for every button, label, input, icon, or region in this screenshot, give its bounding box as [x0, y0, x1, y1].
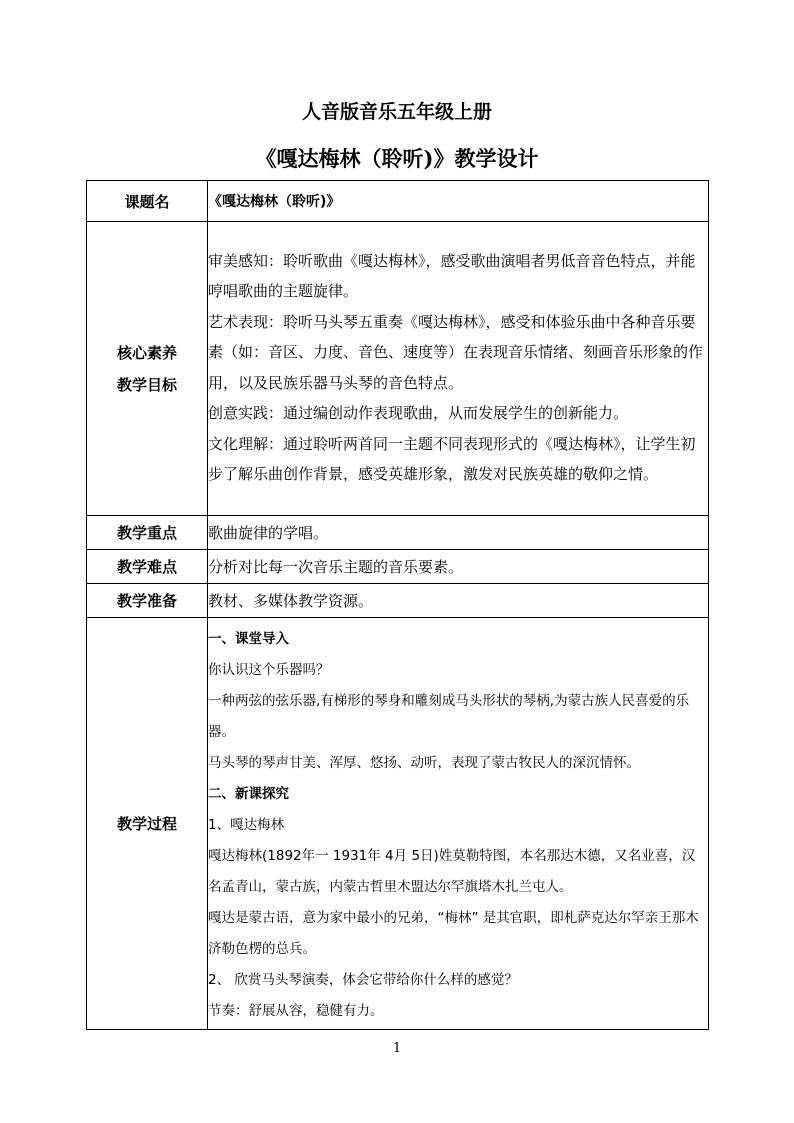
- difficulty-value: 分析对比每一次音乐主题的音乐要素。: [208, 550, 709, 584]
- process-section-heading: 二、新课探究: [208, 786, 289, 802]
- process-line: 一种两弦的弦乐器,有梯形的琴身和雕刻成马头形状的琴柄,为蒙古族人民喜爱的乐器。: [208, 693, 690, 740]
- process-line: 1、嘎达梅林: [208, 817, 285, 833]
- table-row-difficulty: [87, 550, 709, 584]
- process-line: 2、 欣赏马头琴演奏，体会它带给你什么样的感觉？: [208, 972, 518, 988]
- process-label: 教学过程: [87, 618, 208, 1030]
- process-line: 嘎达是蒙古语，意为家中最小的兄弟，“梅林” 是其官职，即札萨克达尔罕亲王那木济勒色楞的总兵。: [208, 910, 699, 957]
- goals-label: [87, 222, 208, 516]
- table-row-preparation: [87, 584, 709, 618]
- process-line: 马头琴的琴声甘美、浑厚、悠扬、动听，表现了蒙古牧民人的深沉情怀。: [208, 755, 640, 771]
- goal-creativity: 创意实践：通过编创动作表现歌曲，从而发展学生的创新能力。: [208, 404, 629, 422]
- process-line: 你认识这个乐器吗？: [208, 662, 330, 678]
- key-point-value: 歌曲旋律的学唱。: [208, 516, 709, 550]
- document-title-line1: 人音版音乐五年级上册: [301, 101, 492, 123]
- topic-label: 课题名: [87, 181, 208, 222]
- process-section-heading: 一、课堂导入: [208, 631, 289, 647]
- process-line: 嘎达梅林(1892年一 1931年 4月 5日)姓莫勒特图，本名那达木德，又名业喜，汉名孟青山，蒙古族，内蒙古哲里木盟达尔罕旗塔木扎兰屯人。: [208, 848, 696, 895]
- process-content: [208, 618, 709, 1030]
- table-row-key-point: [87, 516, 709, 550]
- topic-value: 《嘎达梅林（聆听)》: [208, 181, 709, 222]
- table-row-goals: [87, 222, 709, 516]
- table-row-process: [87, 618, 709, 1030]
- goals-content: [208, 222, 709, 516]
- page-number: 1: [392, 1041, 402, 1056]
- goals-label-line2: 教学目标: [116, 375, 177, 394]
- goal-expression: 艺术表现：聆听马头琴五重奏《嘎达梅林》，感受和体验乐曲中各种音乐要素（如：音区、力度、音色、速度等）在表现音乐情绪、刻画音乐形象的作用，以及民族乐器马头琴的音色特点。: [208, 312, 704, 392]
- goal-culture: 文化理解：通过聆听两首同一主题不同表现形式的《嘎达梅林》，让学生初步了解乐曲创作背景，感受英雄形象，激发对民族英雄的敬仰之情。: [208, 434, 696, 483]
- table-row-topic: [87, 181, 709, 222]
- document-title-line2: 《嘎达梅林（聆听)》教学设计: [255, 146, 539, 171]
- difficulty-label: 教学难点: [87, 550, 208, 584]
- goals-label-line1: 核心素养: [116, 343, 177, 362]
- preparation-value: 教材、多媒体教学资源。: [208, 584, 709, 618]
- goal-aesthetic: 审美感知：聆听歌曲《嘎达梅林》，感受歌曲演唱者男低音音色特点，并能哼唱歌曲的主题旋律。: [208, 251, 696, 300]
- lesson-plan-table: [86, 180, 709, 1030]
- preparation-label: 教学准备: [87, 584, 208, 618]
- key-point-label: 教学重点: [87, 516, 208, 550]
- process-line: 节奏：舒展从容，稳健有力。: [208, 1003, 384, 1019]
